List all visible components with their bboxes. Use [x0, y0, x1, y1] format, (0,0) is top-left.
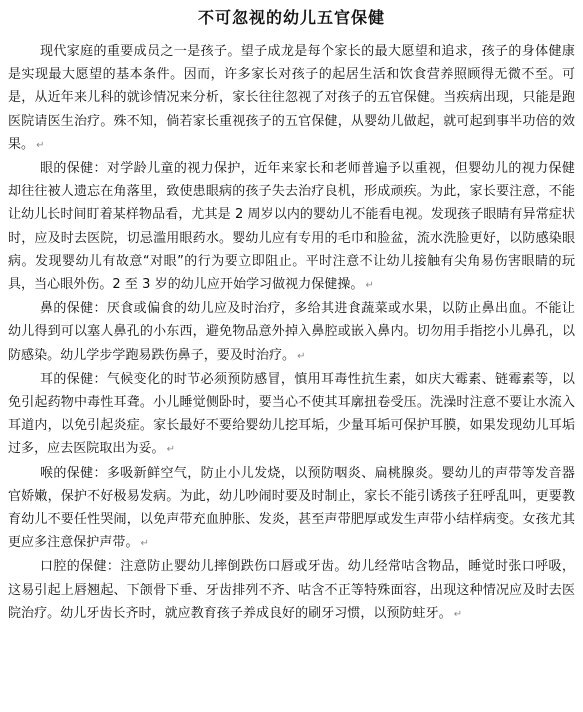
paragraph-mark-icon: ↵ — [36, 139, 45, 151]
paragraph-mark-icon: ↵ — [140, 538, 149, 550]
paragraph-mark-icon: ↵ — [297, 350, 306, 362]
paragraph-text: 喉的保健：多吸新鲜空气，防止小儿发烧，以预防咽炎、扁桃腺炎。婴幼儿的声带等发音器官娇嫩，保护不好极易发病。为此，幼儿吵闹时要及时制止，家长不能引诱孩子狂呼乱叫，更要教育幼儿不要任性哭闹，以免声带充血肿胀、发炎，甚至声带肥厚或发生声带小结样病变。女孩尤其更应多注意保护声带。 — [8, 465, 575, 551]
paragraph-throat-care — [8, 462, 575, 556]
paragraph-oral-care — [8, 555, 575, 626]
paragraph-text: 耳的保健：气候变化的时节必须预防感冒，慎用耳毒性抗生素，如庆大霉素、链霉素等，以免引起药物中毒性耳聋。小儿睡觉侧卧时，要当心不使其耳廓扭卷受压。洗澡时注意不要让水流入耳道内，以免引起炎症。家长最好不要给婴幼儿挖耳垢，少量耳垢可保护耳膜，如果发现幼儿耳垢过多，应去医院取出为妥。 — [8, 371, 575, 457]
paragraph-text: 现代家庭的重要成员之一是孩子。望子成龙是每个家长的最大愿望和追求，孩子的身体健康是实现最大愿望的基本条件。因而，许多家长对孩子的起居生活和饮食营养照顾得无微不至。可是，从近年来儿科的就诊情况来分析，家长往往忽视了对孩子的五官保健。当疾病出现，只能是跑医院请医生治疗。殊不知，倘若家长重视孩子的五官保健，从婴幼儿做起，就可起到事半功倍的效果。 — [8, 44, 575, 152]
paragraph-mark-icon: ↵ — [365, 280, 374, 292]
paragraph-mark-icon: ↵ — [166, 444, 176, 456]
paragraph-text: 眼的保健：对学龄儿童的视力保护，近年来家长和老师普遍予以重视，但婴幼儿的视力保健却往往被人遗忘在角落里，致使患眼病的孩子失去治疗良机，形成顽疾。为此，家长要注意，不能让幼儿长时间盯着某样物品看，尤其是 2 周岁以内的婴幼儿不能看电视。发现孩子眼睛有异常症状时，应及时去医院，切忌滥用眼药水。婴幼儿应有专用的毛巾和脸盆，流水洗脸更好，以防感染眼病。发现婴幼儿有故意“对眼”的行为要立即阻止。平时注意不让幼儿接触有尖角易伤害眼睛的玩具，当心眼外伤。2 至 3 岁的幼儿应开始学习做视力保健操。 — [8, 161, 575, 293]
paragraph-nose-care — [8, 297, 575, 368]
paragraph-text: 鼻的保健：厌食或偏食的幼儿应及时治疗，多给其进食蔬菜或水果，以防止鼻出血。不能让幼儿得到可以塞人鼻孔的小东西，避免物品意外掉入鼻腔或嵌入鼻内。切勿用手指挖小儿鼻孔，以防感染。幼儿学步学跑易跌伤鼻子，要及时治疗。 — [8, 301, 575, 363]
paragraph-text: 口腔的保健：注意防止婴幼儿摔倒跌伤口唇或牙齿。幼儿经常咕含物品，睡觉时张口呼吸，这易引起上唇翘起、下颌骨下垂、牙齿排列不齐、咕含不正等特殊面容，出现这种情况应及时去医院治疗。幼儿牙齿长齐时，就应教育孩子养成良好的刷牙习惯，以预防蛀牙。 — [8, 559, 575, 621]
paragraph-eye-care — [8, 157, 575, 297]
paragraph-intro — [8, 40, 575, 157]
paragraph-mark-icon: ↵ — [453, 608, 463, 620]
document-title: 不可忽视的幼儿五官保健 — [197, 8, 385, 27]
paragraph-ear-care — [8, 368, 575, 462]
